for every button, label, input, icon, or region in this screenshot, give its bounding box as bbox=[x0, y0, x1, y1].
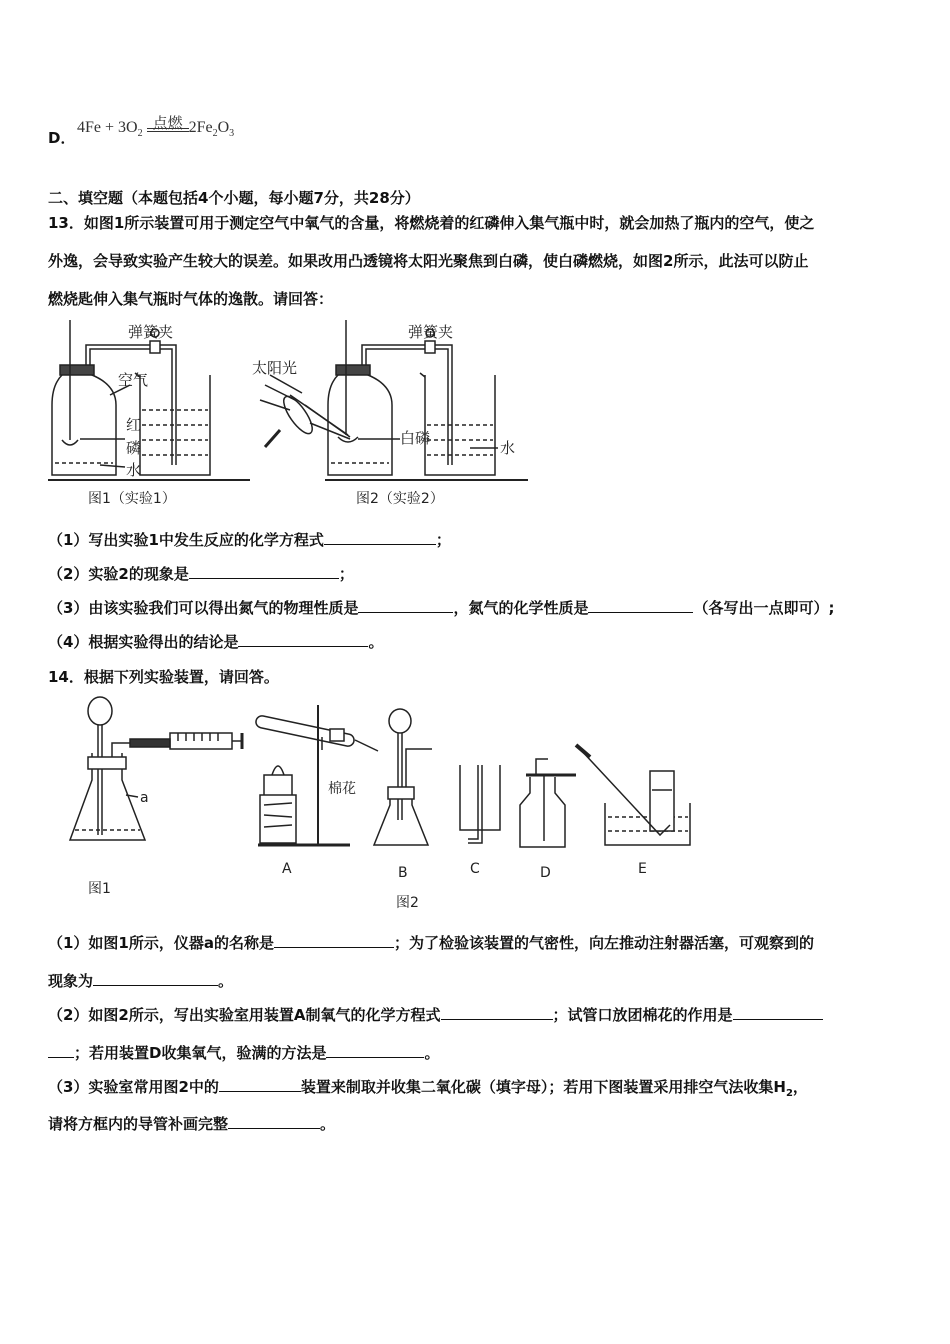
fig1-red: 红 bbox=[126, 416, 142, 434]
q13-sub2-text: （2）实验2的现象是 bbox=[48, 565, 189, 583]
apparatus-b bbox=[374, 709, 432, 845]
eq-right: 2Fe bbox=[188, 119, 213, 136]
q14-sub3-b: 装置来制取并收集二氧化碳（填字母）；若用下图装置采用排空气法收集H bbox=[300, 1078, 786, 1096]
q14-sub3-line1 bbox=[48, 1076, 808, 1099]
fig2-sunlight: 太阳光 bbox=[252, 359, 298, 377]
eq-condition-text: 点燃 bbox=[152, 114, 183, 132]
fig2-white-phosphorus: 白磷 bbox=[400, 429, 431, 447]
fig1-air: 空气 bbox=[118, 371, 149, 389]
q13-sub2-blank[interactable] bbox=[189, 564, 339, 579]
q14-sub2-b: ；试管口放团棉花的作用是 bbox=[552, 1006, 733, 1024]
apparatus-e bbox=[576, 745, 690, 845]
q13-sub1 bbox=[48, 529, 451, 550]
eq-fe-sub: 2 bbox=[212, 128, 218, 140]
option-d-equation bbox=[77, 114, 235, 140]
q14-sub1-line1 bbox=[48, 932, 814, 953]
q14-sub2-line2 bbox=[48, 1042, 439, 1063]
fig2-caption: 图2（实验2） bbox=[356, 491, 444, 507]
q14-sub1-line2 bbox=[48, 970, 233, 991]
fig2-water: 水 bbox=[500, 439, 516, 457]
q14-stem: 14．根据下列实验装置，请回答。 bbox=[48, 668, 279, 686]
q13-sub4-blank[interactable] bbox=[238, 632, 368, 647]
q13-sub4-text: （4）根据实验得出的结论是 bbox=[48, 633, 239, 651]
q13-sub1-text: （1）写出实验1中发生反应的化学方程式 bbox=[48, 531, 324, 549]
q14-sub2-line1 bbox=[48, 1004, 823, 1025]
eq-o-sub: 2 bbox=[137, 128, 143, 140]
apparatus-c bbox=[460, 765, 500, 843]
apparatus-a bbox=[255, 705, 378, 845]
q14-sub1-c: 现象为 bbox=[48, 972, 94, 990]
q14-sub2-a: （2）如图2所示，写出实验室用装置A制氧气的化学方程式 bbox=[48, 1006, 441, 1024]
fig1-caption: 图1（实验1） bbox=[88, 491, 176, 507]
q14-sub2-end: 。 bbox=[424, 1044, 440, 1062]
q13-sub1-blank[interactable] bbox=[324, 530, 436, 545]
q13-sub4 bbox=[48, 631, 383, 652]
q14-fig1-caption: 图1 bbox=[88, 881, 111, 897]
fig2-spring-clip: 弹簧夹 bbox=[408, 323, 454, 341]
q14-sub3-line2 bbox=[48, 1113, 335, 1134]
q14-sub1-blank1[interactable] bbox=[274, 933, 394, 948]
q14-sub2-blank2-cont[interactable] bbox=[48, 1043, 74, 1058]
eq-o-sub2: 3 bbox=[229, 128, 235, 140]
q13-sub3 bbox=[48, 597, 834, 618]
q13-sub3-blank1[interactable] bbox=[358, 598, 453, 613]
q14-sub3-end: 。 bbox=[320, 1115, 336, 1133]
q14-figure bbox=[60, 695, 710, 915]
q14-sub2-blank1[interactable] bbox=[441, 1005, 553, 1020]
option-d bbox=[48, 127, 75, 148]
fig1-phosphorus: 磷 bbox=[126, 439, 142, 457]
apparatus-d bbox=[520, 759, 576, 847]
q14-sub2-blank2[interactable] bbox=[733, 1005, 823, 1020]
q13-sub3-c: （各写出一点即可）; bbox=[693, 599, 835, 617]
figure2-apparatus bbox=[260, 320, 528, 480]
q14-sub3-sub: 2 bbox=[785, 1088, 793, 1099]
fig1-water: 水 bbox=[126, 461, 142, 479]
q14-fig1-apparatus bbox=[70, 697, 242, 840]
q13-sub1-end: ； bbox=[435, 531, 451, 549]
q13-sub2-end: ； bbox=[338, 565, 354, 583]
q14-sub1-blank2[interactable] bbox=[93, 971, 218, 986]
q13-sub2 bbox=[48, 563, 354, 584]
q14-sub1-b: ；为了检验该装置的气密性，向左推动注射器活塞，可观察到的 bbox=[394, 934, 815, 952]
apparatus-a-label: A bbox=[282, 861, 292, 877]
q13-stem-line1: 13．如图1所示装置可用于测定空气中氧气的含量，将燃烧着的红磷伸入集气瓶中时，就会加热了瓶内的空气，使之 bbox=[48, 214, 815, 232]
eq-o-letter: O bbox=[217, 119, 230, 136]
q13-figure bbox=[40, 315, 530, 515]
option-d-label: D． bbox=[48, 129, 76, 147]
q14-sub3-blank2[interactable] bbox=[228, 1114, 320, 1129]
apparatus-c-label: C bbox=[470, 861, 480, 877]
q14-sub3-blank1[interactable] bbox=[219, 1077, 301, 1092]
q13-sub4-end: 。 bbox=[368, 633, 384, 651]
apparatus-d-label: D bbox=[540, 865, 551, 881]
q13-sub3-b: ，氮气的化学性质是 bbox=[453, 599, 589, 617]
q14-sub2-blank3[interactable] bbox=[326, 1043, 424, 1058]
q13-sub3-blank2[interactable] bbox=[588, 598, 693, 613]
section-title: 二、填空题（本题包括4个小题，每小题7分，共28分） bbox=[48, 189, 420, 207]
apparatus-e-label: E bbox=[638, 861, 647, 877]
q14-sub1-end: 。 bbox=[218, 972, 234, 990]
fig1-spring-clip: 弹簧夹 bbox=[128, 323, 174, 341]
q13-stem-line2: 外逸，会导致实验产生较大的误差。如果改用凸透镜将太阳光聚焦到白磷，使白磷燃烧，如图2所示，此法可以防止 bbox=[48, 252, 809, 270]
figure1-apparatus bbox=[48, 320, 250, 480]
q14-sub1-a: （1）如图1所示，仪器a的名称是 bbox=[48, 934, 274, 952]
apparatus-a-cotton: 棉花 bbox=[328, 781, 356, 797]
q14-label-a: a bbox=[140, 790, 149, 806]
q14-sub2-c: ；若用装置D收集氧气，验满的方法是 bbox=[74, 1044, 327, 1062]
q14-sub3-d: 请将方框内的导管补画完整 bbox=[48, 1115, 229, 1133]
eq-left: 4Fe + 3O bbox=[77, 119, 138, 136]
q13-stem-line3: 燃烧匙伸入集气瓶时气体的逸散。请回答： bbox=[48, 290, 334, 308]
q14-sub3-a: （3）实验室常用图2中的 bbox=[48, 1078, 219, 1096]
q13-sub3-a: （3）由该实验我们可以得出氮气的物理性质是 bbox=[48, 599, 359, 617]
apparatus-b-label: B bbox=[398, 865, 408, 881]
q14-sub3-c: ， bbox=[792, 1078, 808, 1096]
q14-fig2-caption: 图2 bbox=[396, 895, 419, 911]
